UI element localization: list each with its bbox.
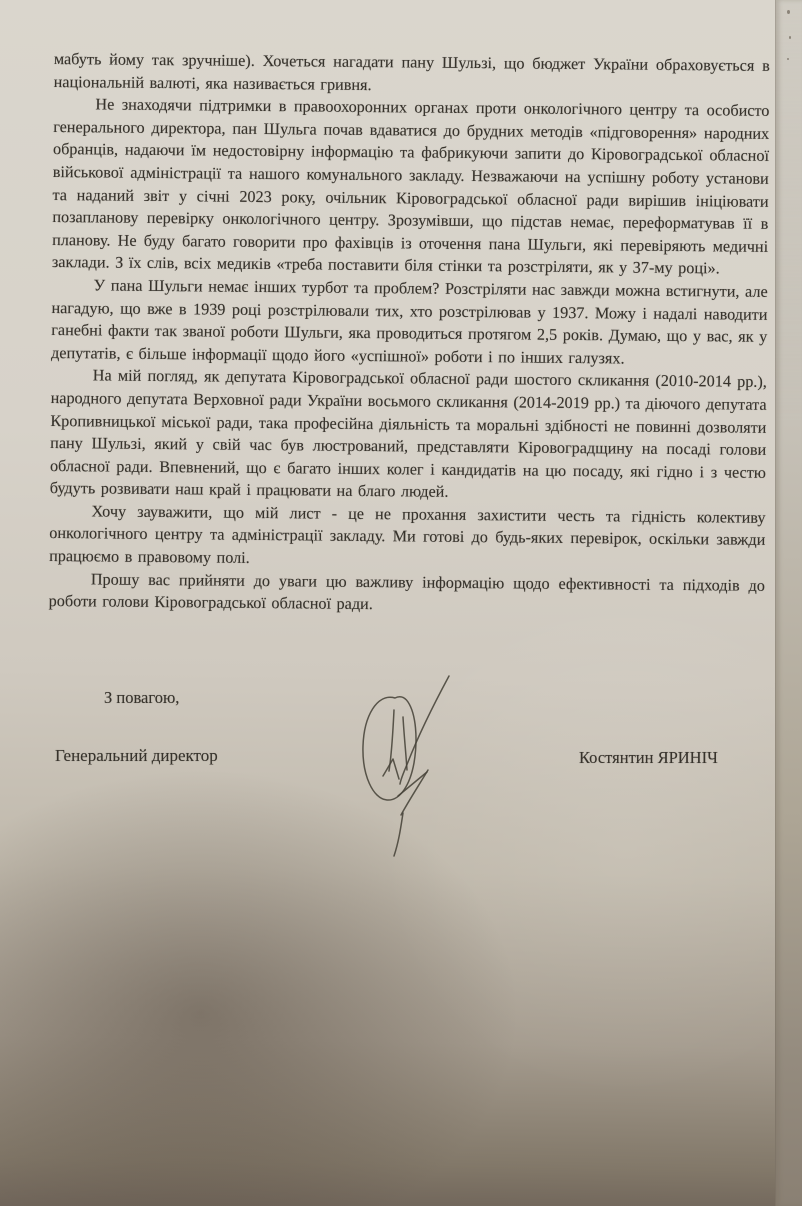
handwritten-signature-icon <box>333 672 465 858</box>
paper-speck <box>789 36 791 39</box>
paper-speck <box>787 58 789 60</box>
paragraph: На мій погляд, як депутата Кіровоградської обласної ради шостого скликання (2010-2014 рр.), народного депутата Верховної ради України восьмого скликання (2014-2019 рр.) та діючого депутата Кропивницької міської ради, така професійна діяльність та моральні здібності не повинні дозволяти пану Шульзі, який у свій час був люстрований, представляти Кіровоградщину на посаді голови обласної ради. Впевнений, що є багато інших колег і кандидатів на цю посаду, які гідно і з честю будуть розвивати наш край і працювати на благо людей. <box>49 366 767 502</box>
paragraph-continuation: мабуть йому так зручніше). Хочеться нагадати пану Шульзі, що бюджет України обраховується в національній валюті, яка називається гривня. <box>53 49 770 94</box>
paragraph: У пана Шульги немає інших турбот та проблем? Розстріляти нас завжди можна встигнути, але нагадую, що вже в 1939 році розстрілювали тих, хто розстрілював у 1937. Можу і надалі наводити ганебні факти так званої роботи Шульги, яка проводиться протягом 2,5 років. Думаю, що у вас, як у депутатів, є більше інформації щодо його «успішної» роботи і по інших галузях. <box>50 276 768 368</box>
paper-edge <box>775 0 802 1206</box>
paragraph: Хочу зауважити, що мій лист - це не прохання захистити честь та гідність колективу онкологічного центру та адміністрації закладу. Ми готові до будь-яких перевірок, оскільки завжди працюємо в правовому полі. <box>49 502 766 567</box>
signer-title: Генеральний директор <box>55 746 218 765</box>
paragraph: Не знаходячи підтримки в правоохоронних органах проти онкологічного центру та особисто генерального директора, пан Шульга почав вдаватися до брудних методів «підговорення» народних обранців, надаючи їм недостовірну інформацію та фабрикуючи запити до Кіровоградської обласної військової адміністрації та нашого комунального закладу. Незважаючи на успішну роботу установи та наданий звіт у січні 2023 року, очільник Кіровоградської обласної ради вирішив ініціювати позапланову перевірку онкологічного центру. Зрозумівши, що підстав немає, переформатував її в планову. Не буду багато говорити про фахівців із оточення пана Шульги, які перевіряють медичні заклади. З їх слів, всіх медиків «треба поставити біля стінки та розстріляти, як у 37-му році». <box>51 95 770 278</box>
letter-body <box>49 48 770 620</box>
paragraph: Прошу вас прийняти до уваги цю важливу інформацію щодо ефективності та підходів до роботи голови Кіровоградської обласної ради. <box>48 570 765 614</box>
closing-salutation: З повагою, <box>104 688 180 707</box>
paper-speck <box>787 10 790 14</box>
signer-name: Костянтин ЯРИНІЧ <box>579 748 718 767</box>
